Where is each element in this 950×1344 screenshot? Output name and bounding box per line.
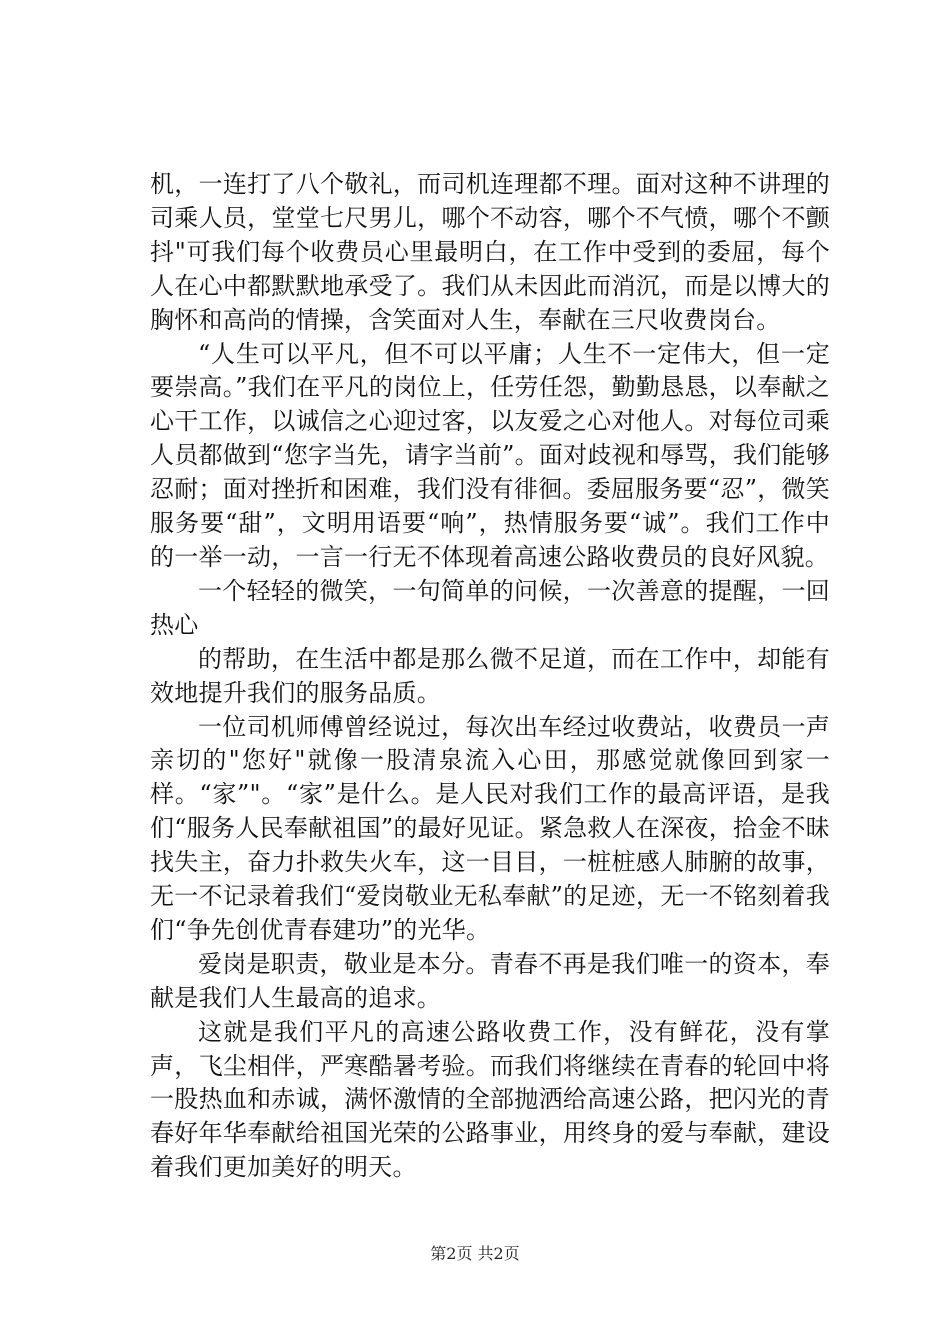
- paragraph-6: 爱岗是职责，敬业是本分。青春不再是我们唯一的资本，奉献是我们人生最高的追求。: [150, 949, 830, 1012]
- paragraph-7: 这就是我们平凡的高速公路收费工作，没有鲜花，没有掌声，飞尘相伴，严寒酷暑考验。而我们将继续在青春的轮回中将一股热血和赤诚，满怀激情的全部抛洒给高速公路，把闪光的青春好年华奉献给祖国光荣的公路事业，用终身的爱与奉献，建设着我们更加美好的明天。: [150, 1017, 830, 1182]
- page-footer: 第2页 共2页: [430, 1244, 520, 1263]
- paragraph-4: 的帮助，在生活中都是那么微不足道，而在工作中，却能有效地提升我们的服务品质。: [150, 644, 830, 707]
- paragraph-2: “人生可以平凡，但不可以平庸；人生不一定伟大，但一定要崇高。”我们在平凡的岗位上，任劳任怨，勤勤恳恳，以奉献之心干工作，以诚信之心迎过客，以友爱之心对他人。对每位司乘人员都做到“您字当先，请字当前”。面对歧视和辱骂，我们能够忍耐；面对挫折和困难，我们没有徘徊。委屈服务要“忍”，微笑服务要“甜”，文明用语要“响”，热情服务要“诚”。我们工作中的一举一动，一言一行无不体现着高速公路收费员的良好风貌。: [150, 339, 830, 571]
- paragraph-5: 一位司机师傅曾经说过，每次出车经过收费站，收费员一声亲切的"您好"就像一股清泉流入心田，那感觉就像回到家一样。“家”"。“家”是什么。是人民对我们工作的最高评语，是我们“服务人民奉献祖国”的最好见证。紧急救人在深夜，拾金不昧找失主，奋力扑救失火车，这一目目，一桩桩感人肺腑的故事，无一不记录着我们“爱岗敬业无私奉献”的足迹，无一不铭刻着我们“争先创优青春建功”的光华。: [150, 712, 830, 944]
- paragraph-3: 一个轻轻的微笑，一句简单的问候，一次善意的提醒，一回热心: [150, 576, 830, 639]
- document-body: [150, 168, 830, 1185]
- paragraph-1: 机，一连打了八个敬礼，而司机连理都不理。面对这种不讲理的司乘人员，堂堂七尺男儿，哪个不动容，哪个不气愤，哪个不颤抖"可我们每个收费员心里最明白，在工作中受到的委屈，每个人在心中都默默地承受了。我们从未因此而消沉，而是以博大的胸怀和高尚的情操，含笑面对人生，奉献在三尺收费岗台。: [150, 170, 830, 334]
